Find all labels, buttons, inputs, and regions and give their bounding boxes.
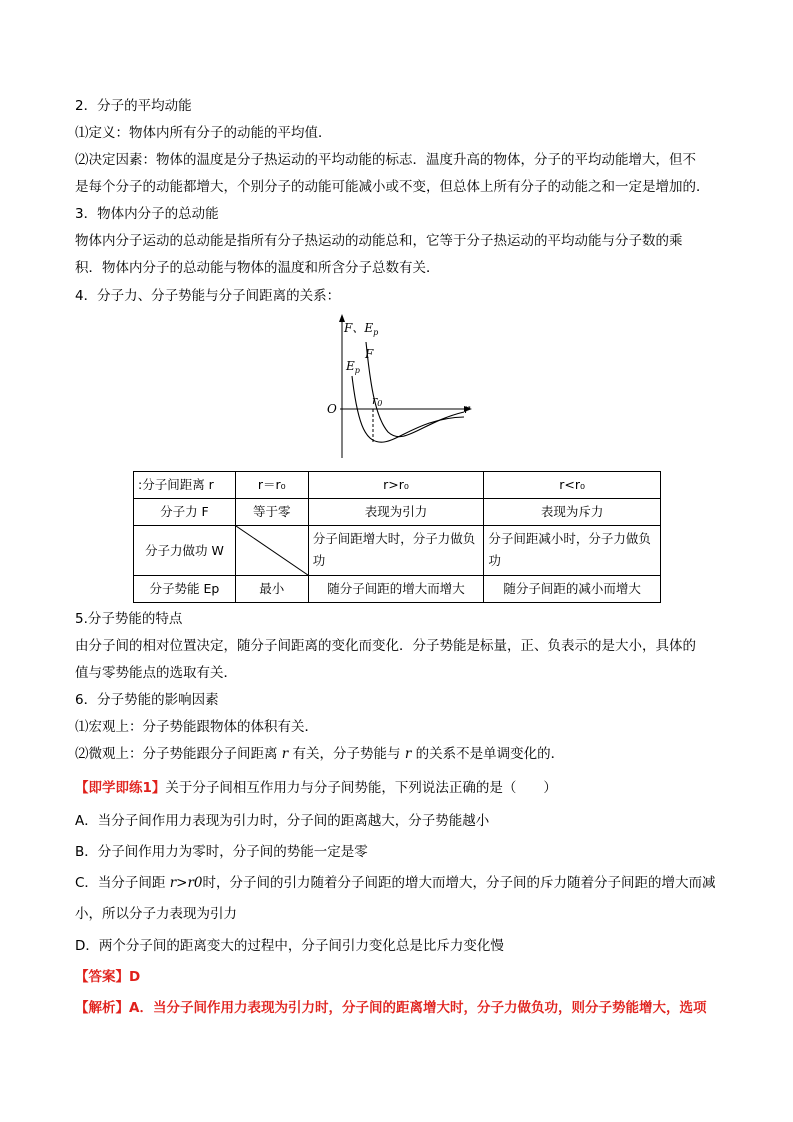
table-header-cell: :分子间距离 r (134, 472, 236, 499)
analysis-tag: 【解析】 (75, 1000, 129, 1016)
condition-symbol: r>r0 (169, 875, 203, 891)
section-2-factor-line2: 是每个分子的动能都增大，个别分子的动能可能减小或不变，但总体上所有分子的动能之和一定是增加的． (75, 179, 710, 195)
potential-curve-label: $E_p$ (346, 359, 360, 375)
text-segment: 有关，分子势能与 (288, 746, 405, 762)
table-cell-empty-diagonal (235, 526, 308, 576)
table-cell: 随分子间距的增大而增大 (308, 576, 484, 603)
section-2-definition: ⑴定义：物体内所有分子的动能的平均值． (75, 125, 332, 141)
table-cell: 最小 (235, 576, 308, 603)
r0-label: r0 (372, 394, 383, 408)
section-3-title: 3．物体内分子的总动能 (75, 206, 219, 222)
x-axis-label: r (464, 402, 470, 416)
table-cell: 表现为斥力 (484, 499, 661, 526)
symbol-r: r (404, 746, 412, 762)
text-segment: 时，分子间的引力随着分子间距的增大而增大，分子间的斥力随着分子间距的增大而减 (202, 875, 716, 891)
relation-table (133, 471, 661, 603)
table-header-cell: r>r₀ (308, 472, 484, 499)
section-2-factor-line1: ⑵决定因素：物体的温度是分子热运动的平均动能的标志．温度升高的物体，分子的平均动能增大，但不 (75, 152, 696, 168)
table-header-cell: r＝r₀ (235, 472, 308, 499)
option-d: D．两个分子间的距离变大的过程中，分子间引力变化总是比斥力变化慢 (75, 938, 504, 954)
symbol-r: r (281, 746, 289, 762)
exercise-tag: 【即学即练1】 (75, 780, 166, 796)
table-cell: 等于零 (235, 499, 308, 526)
table-cell: 分子间距减小时，分子力做负功 (484, 526, 661, 576)
origin-label: O (327, 402, 337, 416)
force-curve (366, 342, 464, 437)
diagonal-line (236, 526, 308, 575)
table-cell: 分子势能 Ep (134, 576, 236, 603)
section-5-body-line1: 由分子间的相对位置决定，随分子间距离的变化而变化．分子势能是标量，正、负表示的是大小，具体的 (75, 638, 696, 654)
option-c-line2: 小，所以分子力表现为引力 (75, 906, 237, 922)
table-header-cell: r<r₀ (484, 472, 661, 499)
force-curve-label: F (365, 347, 374, 361)
table-row (134, 499, 661, 526)
y-axis-label: F、$E_p$ (344, 321, 379, 337)
text-segment: 的关系不是单调变化的． (411, 746, 565, 762)
section-6-micro (75, 745, 564, 763)
text-segment: ⑵微观上：分子势能跟分子间距离 (75, 746, 282, 762)
force-potential-graph (318, 312, 478, 460)
table-cell: 随分子间距的减小而增大 (484, 576, 661, 603)
table-header-row (134, 472, 661, 499)
analysis-line (75, 999, 706, 1017)
section-5-title: 5.分子势能的特点 (75, 611, 183, 627)
table-row (134, 526, 661, 576)
table-cell: 表现为引力 (308, 499, 484, 526)
option-b: B．分子间作用力为零时，分子间的势能一定是零 (75, 844, 368, 860)
table-cell: 分子力做功 W (134, 526, 236, 576)
answer-tag: 【答案】 (75, 969, 129, 985)
section-4-title: 4．分子力、分子势能与分子间距离的关系： (75, 288, 341, 304)
question-text: 关于分子间相互作用力与分子间势能，下列说法正确的是（ ） (165, 780, 557, 796)
answer-line (75, 968, 140, 986)
text-segment: C．当分子间距 (75, 875, 170, 891)
table-cell: 分子间距增大时，分子力做负功 (308, 526, 484, 576)
section-3-body-line2: 积．物体内分子的总动能与物体的温度和所含分子总数有关． (75, 260, 440, 276)
analysis-text: A．当分子间作用力表现为引力时，分子间的距离增大时，分子力做负功，则分子势能增大，选项 (129, 1000, 707, 1016)
table-cell: 分子力 F (134, 499, 236, 526)
exercise-question (75, 779, 557, 797)
section-2-title: 2．分子的平均动能 (75, 98, 192, 114)
section-6-macro: ⑴宏观上：分子势能跟物体的体积有关． (75, 719, 318, 735)
option-c-line1 (75, 874, 716, 892)
section-5-body-line2: 值与零势能点的选取有关． (75, 665, 237, 681)
section-6-title: 6．分子势能的影响因素 (75, 692, 219, 708)
option-a: A．当分子间作用力表现为引力时，分子间的距离越大，分子势能越小 (75, 813, 490, 829)
section-3-body-line1: 物体内分子运动的总动能是指所有分子热运动的动能总和，它等于分子热运动的平均动能与分子数的乘 (75, 233, 683, 249)
table-row (134, 576, 661, 603)
answer-value: D (129, 969, 141, 985)
